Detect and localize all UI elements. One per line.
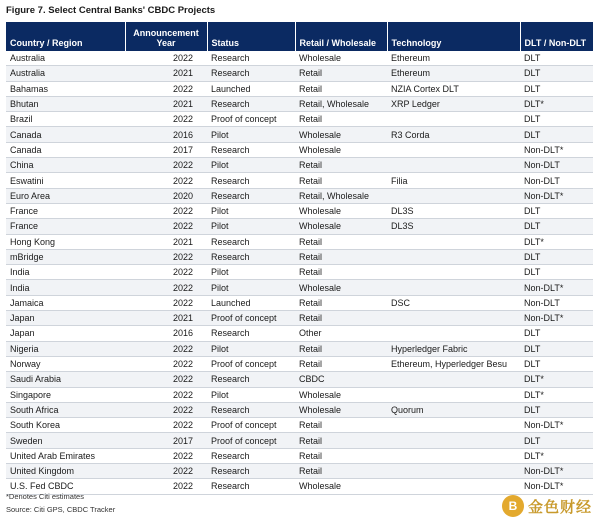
table-row bbox=[6, 249, 593, 264]
cell-year: 2021 bbox=[125, 234, 207, 249]
table-row bbox=[6, 402, 593, 417]
table-row bbox=[6, 448, 593, 463]
cell-retail-wholesale: Retail bbox=[295, 295, 387, 310]
cell-dlt: DLT bbox=[520, 326, 593, 341]
cell-status: Proof of concept bbox=[207, 311, 295, 326]
cell-technology bbox=[387, 142, 520, 157]
cell-retail-wholesale: Retail bbox=[295, 464, 387, 479]
cell-dlt: Non-DLT bbox=[520, 295, 593, 310]
cell-country: India bbox=[6, 280, 125, 295]
cell-technology: Quorum bbox=[387, 402, 520, 417]
table-row bbox=[6, 326, 593, 341]
cell-dlt: DLT bbox=[520, 81, 593, 96]
cell-status: Research bbox=[207, 51, 295, 66]
cell-technology: DL3S bbox=[387, 203, 520, 218]
cell-status: Research bbox=[207, 464, 295, 479]
watermark-logo bbox=[502, 495, 592, 517]
cbdc-projects-table bbox=[6, 22, 593, 495]
cell-technology bbox=[387, 418, 520, 433]
cell-year: 2022 bbox=[125, 173, 207, 188]
cell-retail-wholesale: Retail, Wholesale bbox=[295, 96, 387, 111]
cell-dlt: DLT bbox=[520, 203, 593, 218]
cell-retail-wholesale: Other bbox=[295, 326, 387, 341]
cell-country: Brazil bbox=[6, 112, 125, 127]
source-note: Source: Citi GPS, CBDC Tracker bbox=[6, 505, 116, 514]
cell-year: 2022 bbox=[125, 402, 207, 417]
cell-country: Nigeria bbox=[6, 341, 125, 356]
table-row bbox=[6, 387, 593, 402]
table-row bbox=[6, 66, 593, 81]
cell-status: Research bbox=[207, 448, 295, 463]
cell-country: China bbox=[6, 158, 125, 173]
cell-country: India bbox=[6, 265, 125, 280]
table-row bbox=[6, 372, 593, 387]
cell-year: 2022 bbox=[125, 479, 207, 494]
cell-dlt: DLT* bbox=[520, 448, 593, 463]
cell-status: Pilot bbox=[207, 158, 295, 173]
cell-retail-wholesale: Wholesale bbox=[295, 280, 387, 295]
cell-country: Canada bbox=[6, 142, 125, 157]
cell-technology: R3 Corda bbox=[387, 127, 520, 142]
table-row bbox=[6, 173, 593, 188]
table-body bbox=[6, 51, 593, 494]
cell-year: 2020 bbox=[125, 188, 207, 203]
cell-retail-wholesale: Retail bbox=[295, 81, 387, 96]
cell-retail-wholesale: Wholesale bbox=[295, 479, 387, 494]
cell-dlt: Non-DLT* bbox=[520, 479, 593, 494]
table-row bbox=[6, 219, 593, 234]
cell-country: South Africa bbox=[6, 402, 125, 417]
cell-status: Research bbox=[207, 66, 295, 81]
table-row bbox=[6, 311, 593, 326]
table-row bbox=[6, 265, 593, 280]
cell-technology bbox=[387, 372, 520, 387]
cell-country: Euro Area bbox=[6, 188, 125, 203]
cell-country: Bhutan bbox=[6, 96, 125, 111]
cell-country: U.S. Fed CBDC bbox=[6, 479, 125, 494]
table-row bbox=[6, 341, 593, 356]
cell-status: Proof of concept bbox=[207, 356, 295, 371]
cell-country: Hong Kong bbox=[6, 234, 125, 249]
cell-technology: DL3S bbox=[387, 219, 520, 234]
cell-year: 2022 bbox=[125, 448, 207, 463]
cell-technology bbox=[387, 158, 520, 173]
cell-year: 2022 bbox=[125, 112, 207, 127]
watermark-text: 金色财经 bbox=[527, 498, 592, 516]
cell-dlt: DLT bbox=[520, 112, 593, 127]
cell-year: 2022 bbox=[125, 418, 207, 433]
cell-year: 2016 bbox=[125, 127, 207, 142]
cell-year: 2017 bbox=[125, 433, 207, 448]
watermark-mark: B bbox=[502, 495, 524, 517]
cell-dlt: DLT bbox=[520, 51, 593, 66]
table-row bbox=[6, 127, 593, 142]
cell-status: Research bbox=[207, 188, 295, 203]
cell-country: France bbox=[6, 219, 125, 234]
cell-retail-wholesale: Retail bbox=[295, 158, 387, 173]
cell-year: 2022 bbox=[125, 387, 207, 402]
cell-year: 2022 bbox=[125, 51, 207, 66]
cell-status: Research bbox=[207, 96, 295, 111]
cell-year: 2022 bbox=[125, 249, 207, 264]
cell-retail-wholesale: Wholesale bbox=[295, 402, 387, 417]
cell-status: Research bbox=[207, 372, 295, 387]
table-row bbox=[6, 356, 593, 371]
cell-dlt: Non-DLT bbox=[520, 173, 593, 188]
cell-country: Bahamas bbox=[6, 81, 125, 96]
table-row bbox=[6, 51, 593, 66]
cell-status: Pilot bbox=[207, 127, 295, 142]
cell-dlt: Non-DLT* bbox=[520, 188, 593, 203]
cell-year: 2022 bbox=[125, 158, 207, 173]
cell-dlt: Non-DLT* bbox=[520, 418, 593, 433]
cell-country: Saudi Arabia bbox=[6, 372, 125, 387]
cell-technology: Ethereum bbox=[387, 66, 520, 81]
cell-dlt: Non-DLT* bbox=[520, 311, 593, 326]
cell-status: Proof of concept bbox=[207, 433, 295, 448]
cell-dlt: DLT bbox=[520, 127, 593, 142]
cell-year: 2022 bbox=[125, 356, 207, 371]
cell-dlt: Non-DLT* bbox=[520, 464, 593, 479]
header-country: Country / Region bbox=[6, 22, 125, 51]
cell-status: Pilot bbox=[207, 280, 295, 295]
cell-retail-wholesale: Wholesale bbox=[295, 219, 387, 234]
cell-year: 2022 bbox=[125, 295, 207, 310]
cell-country: Australia bbox=[6, 66, 125, 81]
cell-retail-wholesale: Retail bbox=[295, 311, 387, 326]
cell-retail-wholesale: Wholesale bbox=[295, 203, 387, 218]
cell-status: Pilot bbox=[207, 219, 295, 234]
cell-technology: XRP Ledger bbox=[387, 96, 520, 111]
cell-status: Research bbox=[207, 142, 295, 157]
cell-dlt: DLT* bbox=[520, 387, 593, 402]
cell-year: 2022 bbox=[125, 203, 207, 218]
cell-country: Jamaica bbox=[6, 295, 125, 310]
cell-dlt: DLT bbox=[520, 249, 593, 264]
cell-country: Japan bbox=[6, 326, 125, 341]
table-row bbox=[6, 142, 593, 157]
cell-dlt: DLT* bbox=[520, 372, 593, 387]
table-row bbox=[6, 479, 593, 494]
cell-dlt: DLT* bbox=[520, 96, 593, 111]
cell-status: Pilot bbox=[207, 265, 295, 280]
cell-status: Proof of concept bbox=[207, 418, 295, 433]
cell-technology bbox=[387, 188, 520, 203]
cell-technology: Ethereum bbox=[387, 51, 520, 66]
table-row bbox=[6, 112, 593, 127]
cell-retail-wholesale: Retail bbox=[295, 112, 387, 127]
cell-year: 2021 bbox=[125, 96, 207, 111]
cell-dlt: DLT bbox=[520, 433, 593, 448]
cell-country: United Kingdom bbox=[6, 464, 125, 479]
table-row bbox=[6, 96, 593, 111]
cell-country: France bbox=[6, 203, 125, 218]
cell-year: 2022 bbox=[125, 265, 207, 280]
cell-technology: NZIA Cortex DLT bbox=[387, 81, 520, 96]
cell-year: 2022 bbox=[125, 219, 207, 234]
table-header-row bbox=[6, 22, 593, 51]
cell-retail-wholesale: Retail bbox=[295, 234, 387, 249]
table-row bbox=[6, 418, 593, 433]
cell-technology bbox=[387, 234, 520, 249]
cell-country: South Korea bbox=[6, 418, 125, 433]
header-technology: Technology bbox=[387, 22, 520, 51]
cell-retail-wholesale: CBDC bbox=[295, 372, 387, 387]
cell-country: Canada bbox=[6, 127, 125, 142]
cell-dlt: DLT* bbox=[520, 234, 593, 249]
cell-retail-wholesale: Retail, Wholesale bbox=[295, 188, 387, 203]
cell-retail-wholesale: Retail bbox=[295, 356, 387, 371]
cell-technology bbox=[387, 479, 520, 494]
cell-technology bbox=[387, 433, 520, 448]
cell-status: Research bbox=[207, 249, 295, 264]
cell-retail-wholesale: Retail bbox=[295, 173, 387, 188]
cell-country: Singapore bbox=[6, 387, 125, 402]
cell-status: Pilot bbox=[207, 387, 295, 402]
cell-country: Japan bbox=[6, 311, 125, 326]
cell-status: Pilot bbox=[207, 341, 295, 356]
cell-year: 2021 bbox=[125, 66, 207, 81]
cell-status: Research bbox=[207, 326, 295, 341]
cell-year: 2022 bbox=[125, 280, 207, 295]
header-dlt: DLT / Non-DLT bbox=[520, 22, 593, 51]
cell-dlt: Non-DLT* bbox=[520, 280, 593, 295]
cell-status: Proof of concept bbox=[207, 112, 295, 127]
cell-dlt: DLT bbox=[520, 265, 593, 280]
cell-dlt: DLT bbox=[520, 219, 593, 234]
cell-technology: Hyperledger Fabric bbox=[387, 341, 520, 356]
cell-dlt: Non-DLT* bbox=[520, 142, 593, 157]
cell-technology: Filia bbox=[387, 173, 520, 188]
cell-technology: Ethereum, Hyperledger Besu bbox=[387, 356, 520, 371]
cell-technology bbox=[387, 326, 520, 341]
cell-status: Launched bbox=[207, 81, 295, 96]
cell-country: Sweden bbox=[6, 433, 125, 448]
cell-country: Eswatini bbox=[6, 173, 125, 188]
table-row bbox=[6, 188, 593, 203]
cell-technology bbox=[387, 311, 520, 326]
cell-status: Research bbox=[207, 173, 295, 188]
table-row bbox=[6, 433, 593, 448]
cell-country: Norway bbox=[6, 356, 125, 371]
cell-status: Research bbox=[207, 234, 295, 249]
cell-country: mBridge bbox=[6, 249, 125, 264]
cell-status: Research bbox=[207, 402, 295, 417]
cell-retail-wholesale: Retail bbox=[295, 341, 387, 356]
cell-retail-wholesale: Retail bbox=[295, 265, 387, 280]
table-row bbox=[6, 280, 593, 295]
footnote: *Denotes Citi estimates bbox=[6, 492, 84, 501]
table-row bbox=[6, 81, 593, 96]
cell-status: Research bbox=[207, 479, 295, 494]
cell-technology: DSC bbox=[387, 295, 520, 310]
cell-technology bbox=[387, 464, 520, 479]
cell-dlt: Non-DLT bbox=[520, 158, 593, 173]
cell-year: 2017 bbox=[125, 142, 207, 157]
cell-retail-wholesale: Wholesale bbox=[295, 127, 387, 142]
cell-technology bbox=[387, 448, 520, 463]
cell-year: 2016 bbox=[125, 326, 207, 341]
cell-year: 2022 bbox=[125, 464, 207, 479]
cell-year: 2022 bbox=[125, 372, 207, 387]
table-row bbox=[6, 158, 593, 173]
cell-dlt: DLT bbox=[520, 402, 593, 417]
cell-retail-wholesale: Retail bbox=[295, 249, 387, 264]
cell-retail-wholesale: Wholesale bbox=[295, 387, 387, 402]
cell-retail-wholesale: Retail bbox=[295, 433, 387, 448]
cell-technology bbox=[387, 249, 520, 264]
table-row bbox=[6, 464, 593, 479]
header-status: Status bbox=[207, 22, 295, 51]
header-retail-wholesale: Retail / Wholesale bbox=[295, 22, 387, 51]
cell-dlt: DLT bbox=[520, 356, 593, 371]
cell-retail-wholesale: Retail bbox=[295, 448, 387, 463]
cell-technology bbox=[387, 387, 520, 402]
cell-status: Launched bbox=[207, 295, 295, 310]
cell-technology bbox=[387, 265, 520, 280]
cell-year: 2022 bbox=[125, 81, 207, 96]
cell-technology bbox=[387, 280, 520, 295]
cell-retail-wholesale: Wholesale bbox=[295, 51, 387, 66]
cell-retail-wholesale: Retail bbox=[295, 66, 387, 81]
cell-year: 2021 bbox=[125, 311, 207, 326]
cell-retail-wholesale: Wholesale bbox=[295, 142, 387, 157]
cell-retail-wholesale: Retail bbox=[295, 418, 387, 433]
table-row bbox=[6, 295, 593, 310]
cell-dlt: DLT bbox=[520, 341, 593, 356]
table-row bbox=[6, 234, 593, 249]
figure-title: Figure 7. Select Central Banks' CBDC Projects bbox=[6, 5, 216, 16]
cell-country: Australia bbox=[6, 51, 125, 66]
cell-technology bbox=[387, 112, 520, 127]
header-year: Announcement Year bbox=[125, 22, 207, 51]
cell-status: Pilot bbox=[207, 203, 295, 218]
cell-dlt: DLT bbox=[520, 66, 593, 81]
cell-year: 2022 bbox=[125, 341, 207, 356]
table-row bbox=[6, 203, 593, 218]
cell-country: United Arab Emirates bbox=[6, 448, 125, 463]
